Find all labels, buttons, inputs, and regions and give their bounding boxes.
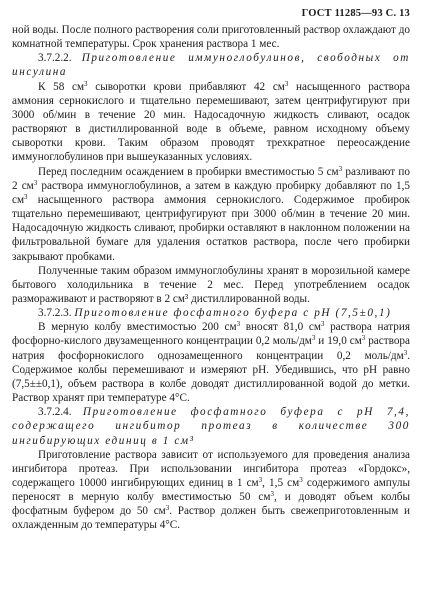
section-number: 3.7.2.3. [38,307,72,320]
document-body [12,23,410,533]
paragraph: Полученные таким образом иммуноглобулины хранят в морозильной камере бытового холодильника в течение 2 мес. Перед употреблением осадок размораживают и растворяют в 2 см³ дистиллированной воды. [12,264,410,305]
section-heading [12,51,410,79]
page-header: ГОСТ 11285—93 С. 13 [301,8,410,19]
section-title: Приготовление фосфатного буфера с pH (7,5±0,1) [74,307,392,320]
section-number: 3.7.2.2. [38,52,72,65]
section-title: Приготовление фосфатного буфера с pH 7,4, содержащего ингибитор протеаз в количестве 300 ингибирующих единиц в 1 см³ [12,406,411,447]
paragraph: Приготовление раствора зависит от используемого для проведения анализа ингибитора протеаз. При использовании ингибитора протеаз «Гордокс», содержащего 10000 ингибирующих единиц в 1 $см^3$, 1,5 $см^3$ содержимого ампулы переносят в мерную колбу вместимостью 50 $см^3$, и доводят объем колбы фосфатным буфером до 50 $см^3$. Раствор должен быть свежеприготовленным и охлажденным до температуры 4°С. [12,448,410,532]
section-title: Приготовление иммуноглобулинов, свободных от инсулина [12,52,410,79]
paragraph: Перед последним осаждением в пробирки вместимостью 5 $см^3$ разливают по 2 $см^3$ раствора иммуноглобулинов, а затем в каждую пробирку добавляют по 1,5 $см^3$ насыщенного раствора аммония сернокислого. Содержимое пробирок тщательно перемешивают, центрифугируют при 3000 об/мин в течение 20 мин. Надосадочную жидкость сливают, пробирки оставляют в наклонном положении на фильтровальной бумаге для удаления остатков раствора, после чего пробирки закрывают пробками. [12,164,411,263]
paragraph: ной воды. После полного растворения соли приготовленный раствор охлаждают до комнатной температуры. Срок хранения раствора 1 мес. [12,24,410,51]
section-heading [12,405,410,447]
section-heading [12,306,410,320]
paragraph: К 58 $см^3$ сыворотки крови прибавляют 42 $см^3$ насыщенного раствора аммония сернокислого и тщательно перемешивают, затем центрифугируют при 3000 об/мин в течение 20 мин. Надосадочную жидкость сливают, осадок растворяют в дистиллированной воде в объеме, равном исходному объему сыворотки крови. Таким образом проводят трехкратное переосаждение иммуноглобулинов при вышеуказанных условиях. [12,79,410,164]
paragraph: В мерную колбу вместимостью 200 $см^3$ вносят 81,0 $см^3$ раствора натрия фосфорно-кислого двузамещенного концентрации 0,2 моль/$дм^3$ и 19,0 $см^3$ раствора натрия фосфорнокислого однозамещенного концентрации 0,2 моль/$дм^3$. Содержимое колбы перемешивают и измеряют pH. Убедившись, что pH равно (7,5±±0,1), объем раствора в колбе доводят дистиллированной водой до метки. Раствор хранят при температуре 4°С. [12,320,410,405]
section-number: 3.7.2.4. [38,406,72,419]
